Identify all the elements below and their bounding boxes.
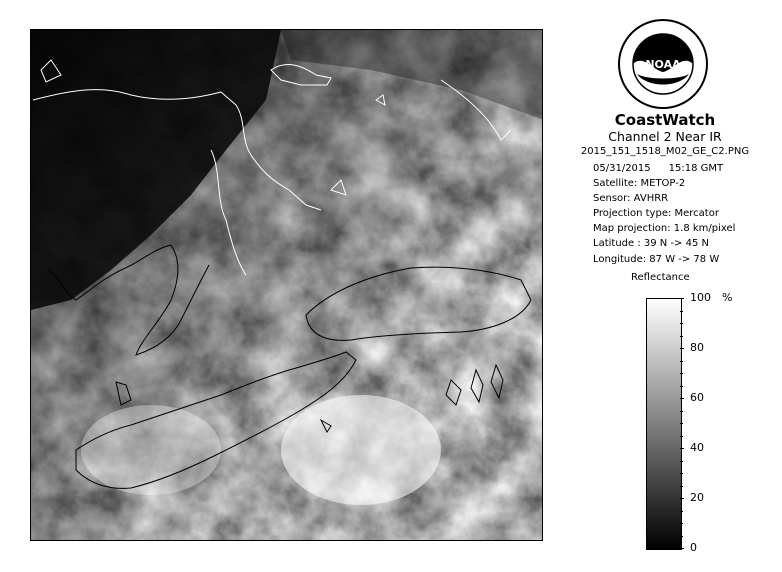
colorbar-tick-label: 20 [690,491,704,504]
colorbar-tick-label: 60 [690,391,704,404]
colorbar-minor-tick [680,536,683,537]
noaa-logo [617,18,709,110]
colorbar-tick-mark [680,298,684,299]
time-label: 15:18 GMT [668,163,724,174]
satellite-label: Satellite: METOP-2 [593,178,686,190]
colorbar-tick-mark [680,498,684,499]
sensor-label: Sensor: AVHRR [593,193,669,205]
colorbar-minor-tick [680,323,683,324]
projection-type-label: Projection type: Mercator [593,208,719,220]
map-svg [31,30,543,541]
colorbar-minor-tick [680,436,683,437]
image-metadata [593,161,735,267]
noaa-seal-icon [617,18,709,110]
colorbar-minor-tick [680,386,683,387]
colorbar-minor-tick [680,523,683,524]
colorbar-minor-tick [680,361,683,362]
reflectance-colorbar [646,298,682,550]
map-projection-label: Map projection: 1.8 km/pixel [593,223,736,235]
colorbar-tick-mark [680,348,684,349]
colorbar-tick-label: 0 [690,541,697,554]
colorbar-tick-label: 80 [690,341,704,354]
colorbar-minor-tick [680,486,683,487]
colorbar-tick-label: 100 [690,291,711,304]
latitude-label: Latitude : 39 N -> 45 N [593,238,709,250]
filename-label: 2015_151_1518_M02_GE_C2.PNG [580,146,750,157]
colorbar-minor-tick [680,423,683,424]
colorbar-minor-tick [680,336,683,337]
colorbar-unit: % [722,291,733,304]
colorbar-minor-tick [680,461,683,462]
channel-title: Channel 2 Near IR [608,129,722,144]
date-label: 05/31/2015 [593,163,651,174]
colorbar-title: Reflectance [631,272,690,283]
colorbar-tick-label: 40 [690,441,704,454]
colorbar-tick-mark [680,398,684,399]
colorbar-minor-tick [680,311,683,312]
bright-cloud-mass [281,395,441,505]
longitude-label: Longitude: 87 W -> 78 W [593,253,720,265]
brand-title: CoastWatch [614,111,716,129]
colorbar-minor-tick [680,411,683,412]
colorbar-minor-tick [680,373,683,374]
colorbar-minor-tick [680,511,683,512]
svg-text:NOAA: NOAA [645,58,681,71]
colorbar-tick-mark [680,548,684,549]
title-brand [560,112,770,159]
datetime-row [593,161,735,176]
colorbar-tick-mark [680,448,684,449]
colorbar-minor-tick [680,473,683,474]
satellite-image [30,29,543,541]
